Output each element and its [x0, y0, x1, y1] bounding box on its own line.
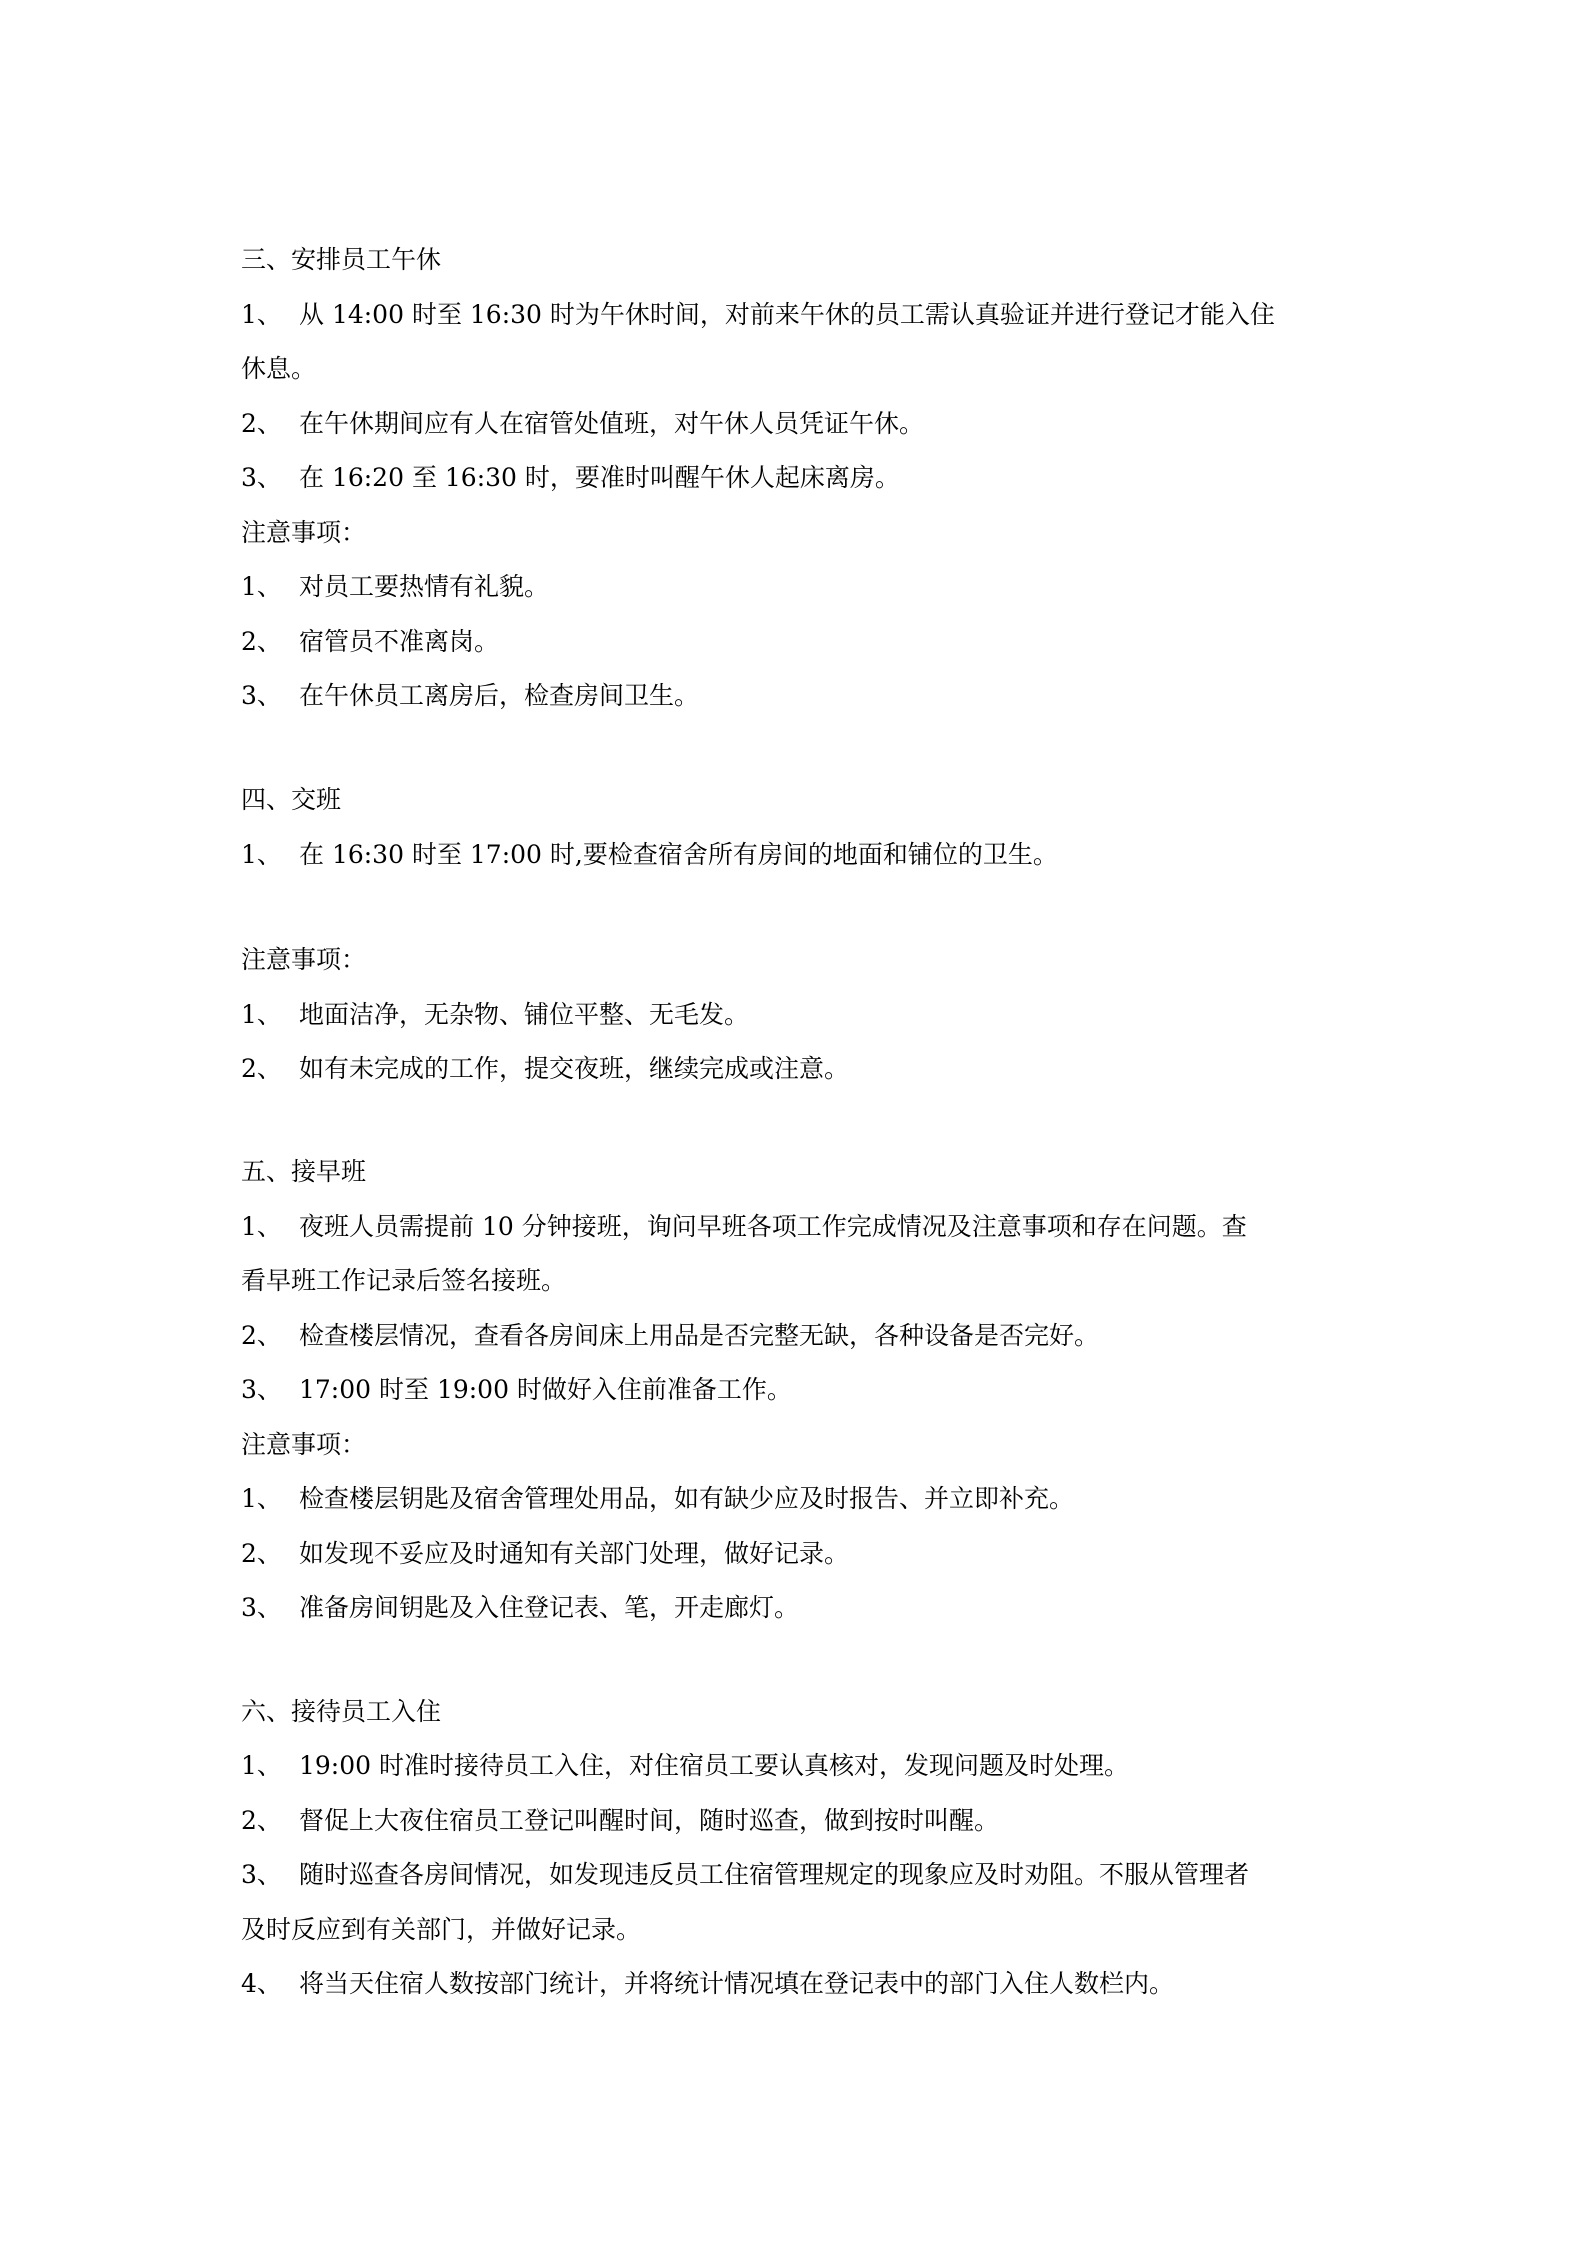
section-heading: 三、安排员工午休 [241, 245, 442, 274]
item-text: 如发现不妥应及时通知有关部门处理，做好记录。 [299, 1539, 850, 1568]
item-number: 3、 [241, 1860, 282, 1889]
section-heading: 四、交班 [241, 785, 342, 814]
item-text: 19:00 时准时接待员工入住，对住宿员工要认真核对，发现问题及时处理。 [299, 1751, 1129, 1780]
item-text: 17:00 时至 19:00 时做好入住前准备工作。 [299, 1375, 792, 1404]
item-text: 地面洁净，无杂物、铺位平整、无毛发。 [299, 1000, 750, 1029]
item-text: 对员工要热情有礼貌。 [299, 572, 550, 601]
notes-label: 注意事项： [241, 945, 367, 974]
item-text: 在 16:30 时至 17:00 时,要检查宿舍所有房间的地面和铺位的卫生。 [299, 840, 1058, 869]
item-text: 夜班人员需提前 10 分钟接班，询问早班各项工作完成情况及注意事项和存在问题。查 [299, 1212, 1247, 1241]
item-number: 2、 [241, 1054, 282, 1083]
item-text: 随时巡查各房间情况，如发现违反员工住宿管理规定的现象应及时劝阻。不服从管理者 [299, 1860, 1250, 1889]
item-number: 2、 [241, 409, 282, 438]
section-heading: 六、接待员工入住 [241, 1697, 442, 1726]
item-continuation: 看早班工作记录后签名接班。 [241, 1266, 567, 1295]
item-number: 3、 [241, 1593, 282, 1622]
item-number: 3、 [241, 1375, 282, 1404]
item-number: 1、 [241, 1484, 282, 1513]
item-text: 将当天住宿人数按部门统计，并将统计情况填在登记表中的部门入住人数栏内。 [299, 1969, 1175, 1998]
item-number: 1、 [241, 572, 282, 601]
item-number: 2、 [241, 1539, 282, 1568]
item-text: 检查楼层钥匙及宿舍管理处用品，如有缺少应及时报告、并立即补充。 [299, 1484, 1075, 1513]
item-continuation: 及时反应到有关部门，并做好记录。 [241, 1915, 642, 1944]
item-number: 1、 [241, 840, 282, 869]
item-text: 检查楼层情况，查看各房间床上用品是否完整无缺，各种设备是否完好。 [299, 1321, 1100, 1350]
item-number: 3、 [241, 681, 282, 710]
item-number: 1、 [241, 1212, 282, 1241]
item-text: 宿管员不准离岗。 [299, 627, 500, 656]
item-number: 1、 [241, 1000, 282, 1029]
item-text: 如有未完成的工作，提交夜班，继续完成或注意。 [299, 1054, 850, 1083]
item-text: 在午休员工离房后，检查房间卫生。 [299, 681, 700, 710]
item-number: 1、 [241, 300, 282, 329]
item-text: 准备房间钥匙及入住登记表、笔，开走廊灯。 [299, 1593, 800, 1622]
item-continuation: 休息。 [241, 354, 317, 383]
item-text: 在午休期间应有人在宿管处值班，对午休人员凭证午休。 [299, 409, 925, 438]
notes-label: 注意事项： [241, 518, 367, 547]
item-number: 2、 [241, 1321, 282, 1350]
notes-label: 注意事项： [241, 1430, 367, 1459]
item-number: 2、 [241, 627, 282, 656]
item-text: 督促上大夜住宿员工登记叫醒时间，随时巡查，做到按时叫醒。 [299, 1806, 1000, 1835]
item-number: 3、 [241, 463, 282, 492]
item-number: 1、 [241, 1751, 282, 1780]
item-number: 4、 [241, 1969, 282, 1998]
item-number: 2、 [241, 1806, 282, 1835]
item-text: 从 14:00 时至 16:30 时为午休时间，对前来午休的员工需认真验证并进行登记才能入住 [299, 300, 1275, 329]
section-heading: 五、接早班 [241, 1157, 367, 1186]
item-text: 在 16:20 至 16:30 时，要准时叫醒午休人起床离房。 [299, 463, 900, 492]
